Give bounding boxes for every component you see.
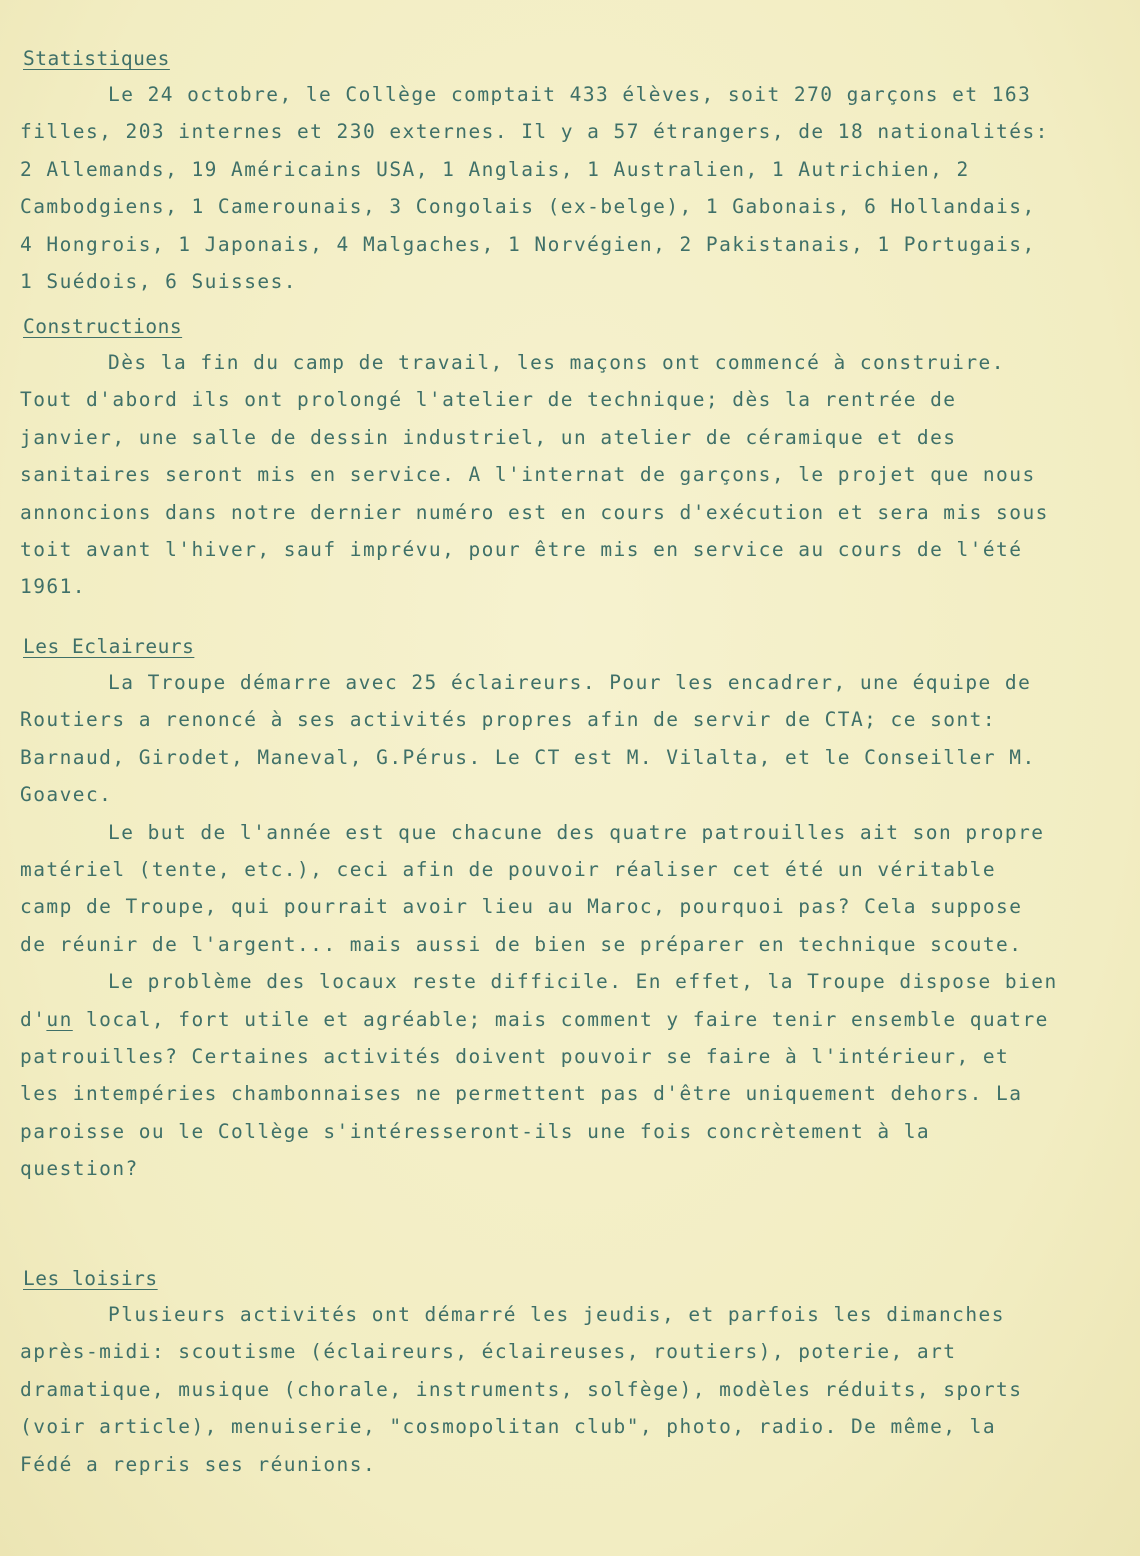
paragraph: La Troupe démarre avec 25 éclaireurs. Pour les encadrer, une équipe de Routiers a renoncé à ses activités propres afin de servir de CTA; ce sont: Barnaud, Girodet, Maneval, G.Pérus. Le CT est M. Vilalta, et le Conseiller M. Goavec. (20, 671, 1036, 807)
paragraph: Dès la fin du camp de travail, les maçons ont commencé à construire. Tout d'abord ils ont prolongé l'atelier de technique; dès la rentrée de janvier, une salle de dessin industriel, un atelier de céramique et des sanitaires seront mis en service. A l'internat de garçons, le projet que nous annoncions dans notre dernier numéro est en cours d'exécution et sera mis sous toit avant l'hiver, sauf imprévu, pour être mis en service au cours de l'été 1961. (20, 351, 1049, 599)
section-eclaireurs (20, 634, 1060, 1266)
section-heading: Constructions (23, 315, 183, 338)
paragraph (20, 963, 1060, 1187)
paragraph: Le but de l'année est que chacune des quatre patrouilles ait son propre matériel (tente, etc.), ceci afin de pouvoir réaliser cet été un véritable camp de Troupe, qui pourrait avoir lieu au Maroc, pourquoi pas? Cela suppose de réunir de l'argent... mais aussi de bien se préparer en technique scoute. (20, 820, 1045, 956)
paragraph: Plusieurs activités ont démarré les jeudis, et parfois les dimanches après-midi: scoutisme (éclaireurs, éclaireuses, routiers), poterie, art dramatique, musique (chorale, instruments, solfège), modèles réduits, sports (voir article), menuiserie, "cosmopolitan club", photo, radio. De même, la Fédé a repris ses réunions. (20, 1303, 1023, 1476)
section-heading: Les loisirs (23, 1267, 158, 1290)
section-heading: Statistiques (23, 47, 170, 70)
paragraph-text: Le problème des locaux reste difficile. En effet, la Troupe dispose bien d' (20, 970, 1058, 1031)
section-statistiques (20, 46, 1060, 314)
section-loisirs (20, 1266, 1060, 1486)
section-heading: Les Eclaireurs (23, 635, 195, 658)
paragraph: Le 24 octobre, le Collège comptait 433 élèves, soit 270 garçons et 163 filles, 203 internes et 230 externes. Il y a 57 étrangers, de 18 nationalités: 2 Allemands, 19 Américains USA, 1 Anglais, 1 Australien, 1 Autrichien, 2 Cambodgiens, 1 Camerounais, 3 Congolais (ex-belge), 1 Gabonais, 6 Hollandais, 4 Hongrois, 1 Japonais, 4 Malgaches, 1 Norvégien, 2 Pakistanais, 1 Portugais, 1 Suédois, 6 Suisses. (20, 83, 1049, 294)
section-constructions (20, 314, 1060, 634)
paragraph-text: local, fort utile et agréable; mais comment y faire tenir ensemble quatre patrouilles? Certaines activités doivent pouvoir se faire à l'intérieur, et les intempéries chambonnaises ne permettent pas d'être uniquement dehors. La paroisse ou le Collège s'intéresseront-ils une fois concrètement à la question? (20, 1007, 1049, 1181)
underlined-word: un (46, 1007, 73, 1031)
